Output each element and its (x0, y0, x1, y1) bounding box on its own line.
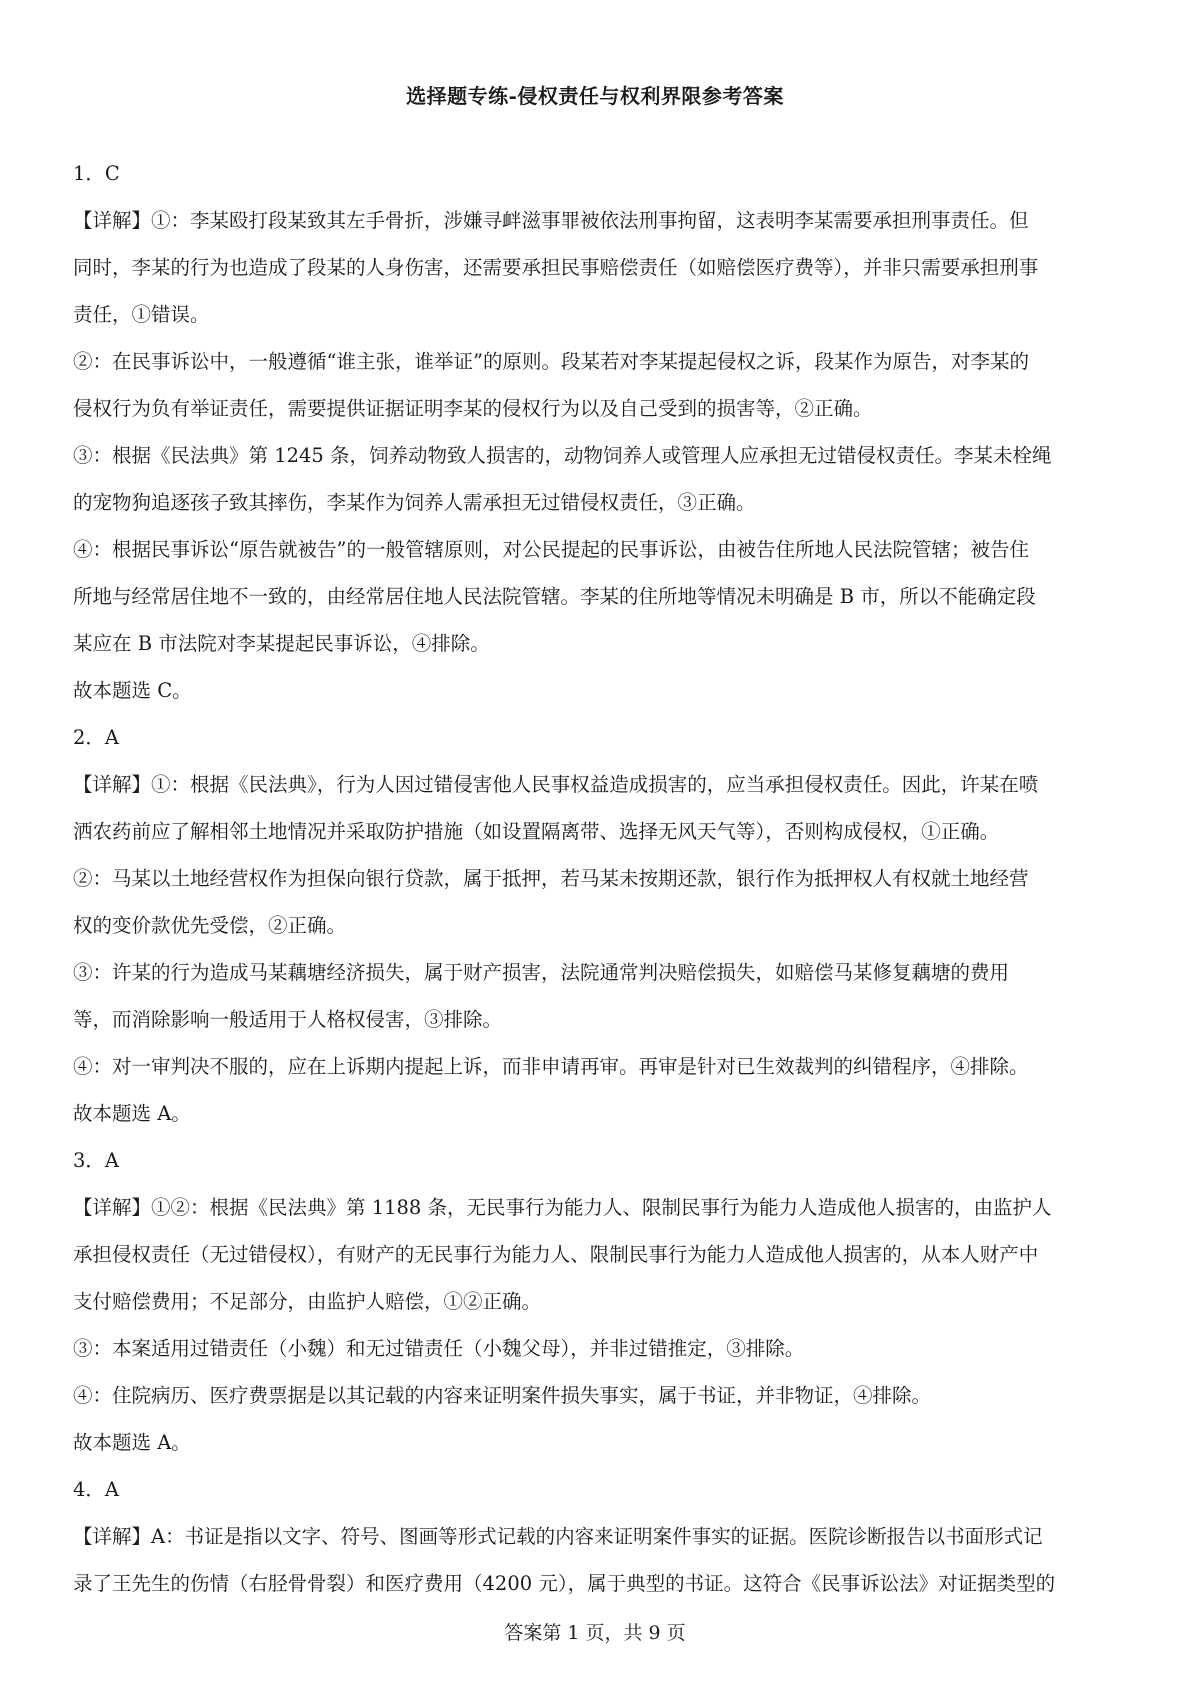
text-line: 故本题选 A。 (73, 1102, 191, 1125)
text-line: 支付赔偿费用；不足部分，由监护人赔偿，①②正确。 (73, 1290, 542, 1313)
text-line: ④：住院病历、医疗费票据是以其记载的内容来证明案件损失事实，属于书证，并非物证，④排除。 (73, 1384, 932, 1407)
text-line: 【详解】A：书证是指以文字、符号、图画等形式记载的内容来证明案件事实的证据。医院诊断报告以书面形式记 (73, 1525, 1043, 1548)
text-line: 故本题选 A。 (73, 1431, 191, 1454)
text-line: 的宠物狗追逐孩子致其摔伤，李某作为饲养人需承担无过错侵权责任，③正确。 (73, 491, 756, 514)
text-line: 等，而消除影响一般适用于人格权侵害，③排除。 (73, 1008, 503, 1031)
page-footer: 答案第 1 页，共 9 页 (504, 1622, 686, 1644)
answer-content (73, 150, 1118, 1607)
text-line: 权的变价款优先受偿，②正确。 (73, 914, 347, 937)
text-line: 所地与经常居住地不一致的，由经常居住地人民法院管辖。李某的住所地等情况未明确是 B 市，所以不能确定段 (73, 585, 1036, 608)
text-line: 同时，李某的行为也造成了段某的人身伤害，还需要承担民事赔偿责任（如赔偿医疗费等），并非只需要承担刑事 (73, 256, 1039, 279)
text-line: ②：在民事诉讼中，一般遵循“谁主张，谁举证”的原则。段某若对李某提起侵权之诉，段某作为原告，对李某的 (73, 350, 1029, 373)
text-line: 【详解】①：李某殴打段某致其左手骨折，涉嫌寻衅滋事罪被依法刑事拘留，这表明李某需要承担刑事责任。但 (73, 209, 1029, 232)
text-line: ④：对一审判决不服的，应在上诉期内提起上诉，而非申请再审。再审是针对已生效裁判的纠错程序，④排除。 (73, 1055, 1029, 1078)
text-line: ③：本案适用过错责任（小魏）和无过错责任（小魏父母），并非过错推定，③排除。 (73, 1337, 805, 1360)
text-line: 【详解】①②：根据《民法典》第 1188 条，无民事行为能力人、限制民事行为能力人造成他人损害的，由监护人 (73, 1196, 1052, 1219)
text-line: ③：许某的行为造成马某藕塘经济损失，属于财产损害，法院通常判决赔偿损失，如赔偿马某修复藕塘的费用 (73, 961, 1010, 984)
text-line: 侵权行为负有举证责任，需要提供证据证明李某的侵权行为以及自己受到的损害等，②正确。 (73, 397, 873, 420)
page-title: 选择题专练-侵权责任与权利界限参考答案 (406, 84, 784, 108)
text-line: 3．A (73, 1149, 119, 1172)
text-line: ②：马某以土地经营权作为担保向银行贷款，属于抵押，若马某未按期还款，银行作为抵押权人有权就土地经营 (73, 867, 1029, 890)
text-line: 录了王先生的伤情（右胫骨骨裂）和医疗费用（4200 元），属于典型的书证。这符合《民事诉讼法》对证据类型的 (73, 1572, 1056, 1595)
text-line: ④：根据民事诉讼“原告就被告”的一般管辖原则，对公民提起的民事诉讼，由被告住所地人民法院管辖；被告住 (73, 538, 1029, 561)
text-line: 1．C (73, 162, 120, 185)
text-line: 责任，①错误。 (73, 303, 210, 326)
text-line: 4．A (73, 1478, 119, 1501)
text-line: ③：根据《民法典》第 1245 条，饲养动物致人损害的，动物饲养人或管理人应承担无过错侵权责任。李某未栓绳 (73, 444, 1052, 467)
text-line: 承担侵权责任（无过错侵权），有财产的无民事行为能力人、限制民事行为能力人造成他人损害的，从本人财产中 (73, 1243, 1039, 1266)
text-line: 某应在 B 市法院对李某提起民事诉讼，④排除。 (73, 632, 490, 655)
text-line: 故本题选 C。 (73, 679, 192, 702)
text-line: 洒农药前应了解相邻土地情况并采取防护措施（如设置隔离带、选择无风天气等），否则构成侵权，①正确。 (73, 820, 1000, 843)
text-line: 【详解】①：根据《民法典》，行为人因过错侵害他人民事权益造成损害的，应当承担侵权责任。因此，许某在喷 (73, 773, 1039, 796)
text-line: 2．A (73, 726, 119, 749)
